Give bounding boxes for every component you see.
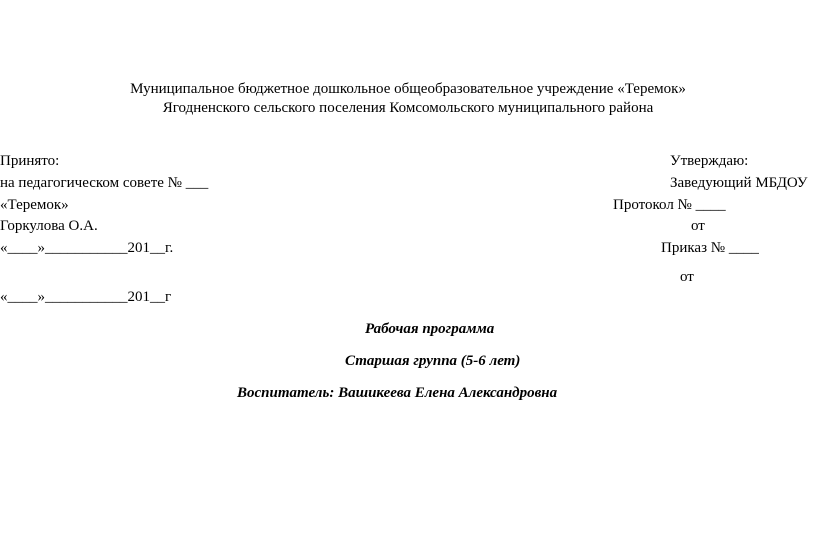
org-header-line-2: Ягодненского сельского поселения Комсомольского муниципального района [162, 100, 654, 116]
protocol-from: от [691, 218, 705, 234]
order-from: от [680, 269, 694, 285]
org-header-line-1: Муниципальное бюджетное дошкольное общеобразовательное учреждение «Теремок» [130, 81, 686, 97]
accepted-date: «____»___________201__г. [0, 240, 174, 256]
accepted-label: Принято: [0, 153, 60, 169]
person-name: Горкулова О.А. [0, 218, 98, 234]
head-title: Заведующий МБДОУ [670, 175, 808, 191]
teacher-line: Воспитатель: Вашикеева Елена Александровна [237, 385, 558, 401]
order-line: Приказ № ____ [661, 240, 759, 256]
second-date: «____»___________201__г [0, 289, 172, 305]
approve-label: Утверждаю: [670, 153, 749, 169]
protocol-line: Протокол № ____ [613, 197, 726, 213]
group-title: Старшая группа (5-6 лет) [345, 353, 521, 369]
program-title: Рабочая программа [365, 321, 495, 337]
council-line: на педагогическом совете № ___ [0, 175, 209, 191]
org-name: «Теремок» [0, 197, 69, 213]
